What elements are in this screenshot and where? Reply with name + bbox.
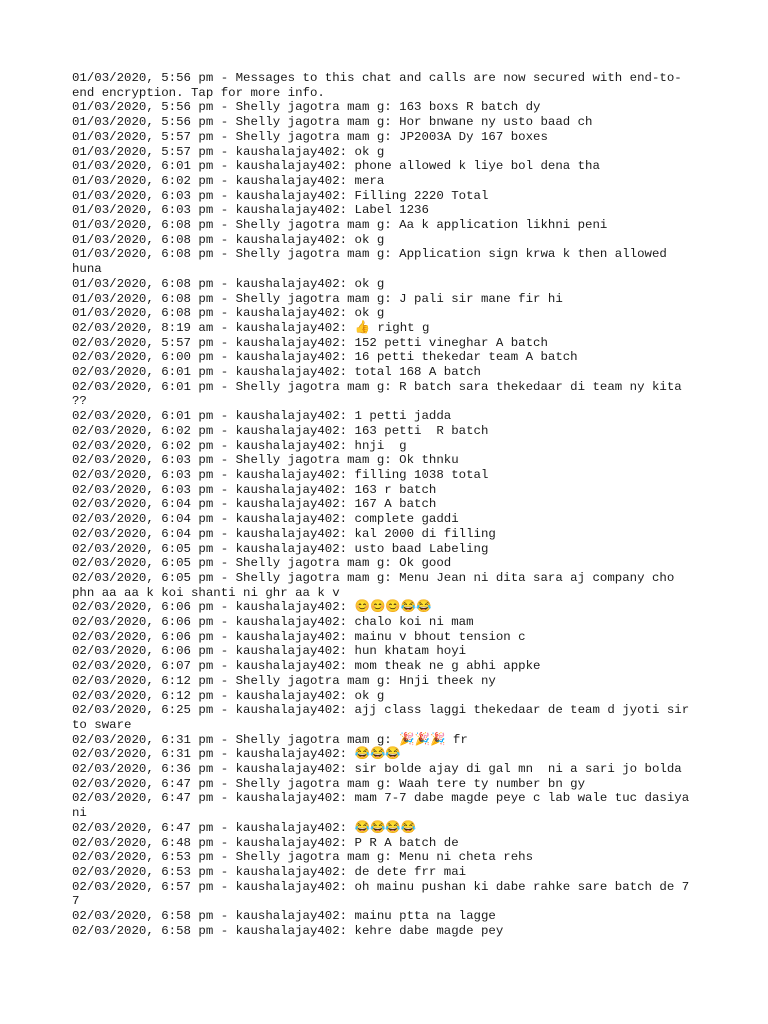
- chat-line: 02/03/2020, 6:05 pm - kaushalajay402: usto baad Labeling: [72, 541, 489, 556]
- chat-line: 01/03/2020, 5:56 pm - Messages to this chat and calls are now secured with end-to-end encryption. Tap for more info.: [72, 71, 682, 100]
- chat-line: 01/03/2020, 6:08 pm - Shelly jagotra mam g: J pali sir mane fir hi: [72, 291, 563, 306]
- chat-line: 02/03/2020, 6:31 pm - kaushalajay402: 😂😂😂: [72, 747, 401, 762]
- chat-line: 02/03/2020, 6:06 pm - kaushalajay402: hun khatam hoyi: [72, 644, 467, 659]
- chat-export-page: [72, 71, 702, 938]
- chat-line: 01/03/2020, 6:08 pm - kaushalajay402: ok g: [72, 232, 385, 247]
- chat-line: 02/03/2020, 6:06 pm - kaushalajay402: chalo koi ni mam: [72, 615, 474, 630]
- chat-line: 02/03/2020, 6:03 pm - kaushalajay402: filling 1038 total: [72, 467, 489, 482]
- chat-line: 02/03/2020, 6:07 pm - kaushalajay402: mom theak ne g abhi appke: [72, 659, 541, 674]
- chat-line: 02/03/2020, 6:05 pm - Shelly jagotra mam g: Menu Jean ni dita sara aj company cho phn aa aa k koi shanti ni ghr aa k v: [72, 570, 682, 600]
- chat-line: 02/03/2020, 6:53 pm - kaushalajay402: de dete frr mai: [72, 864, 467, 879]
- chat-line: 01/03/2020, 6:08 pm - Shelly jagotra mam g: Aa k application likhni peni: [72, 218, 608, 233]
- chat-line: 02/03/2020, 6:02 pm - kaushalajay402: 163 petti R batch: [72, 423, 489, 438]
- chat-line: 01/03/2020, 6:08 pm - kaushalajay402: ok g: [72, 306, 385, 321]
- chat-line: 02/03/2020, 6:58 pm - kaushalajay402: kehre dabe magde pey: [72, 923, 504, 938]
- chat-line: 01/03/2020, 5:56 pm - Shelly jagotra mam g: 163 boxs R batch dy: [72, 100, 541, 115]
- chat-line: 02/03/2020, 6:47 pm - kaushalajay402: mam 7-7 dabe magde peye c lab wale tuc dasiya ni: [72, 791, 697, 821]
- chat-line: 02/03/2020, 6:03 pm - kaushalajay402: 163 r batch: [72, 482, 437, 497]
- chat-line: 02/03/2020, 6:06 pm - kaushalajay402: mainu v bhout tension c: [72, 629, 526, 644]
- chat-log: [72, 71, 702, 938]
- chat-line: 02/03/2020, 6:47 pm - kaushalajay402: 😂😂😂😂: [72, 820, 417, 835]
- chat-line: 02/03/2020, 6:05 pm - Shelly jagotra mam g: Ok good: [72, 556, 452, 571]
- chat-line: 02/03/2020, 6:48 pm - kaushalajay402: P R A batch de: [72, 835, 459, 850]
- chat-line: 01/03/2020, 6:03 pm - kaushalajay402: Filling 2220 Total: [72, 188, 489, 203]
- chat-line: 02/03/2020, 6:12 pm - Shelly jagotra mam g: Hnji theek ny: [72, 673, 496, 688]
- chat-line: 01/03/2020, 6:08 pm - kaushalajay402: ok g: [72, 276, 385, 291]
- chat-line: 02/03/2020, 6:03 pm - Shelly jagotra mam g: Ok thnku: [72, 453, 459, 468]
- chat-line: 01/03/2020, 6:08 pm - Shelly jagotra mam g: Application sign krwa k then allowed huna: [72, 247, 675, 277]
- chat-line: 02/03/2020, 6:01 pm - Shelly jagotra mam g: R batch sara thekedaar di team ny kita ??: [72, 379, 690, 409]
- chat-line: 02/03/2020, 6:53 pm - Shelly jagotra mam g: Menu ni cheta rehs: [72, 850, 534, 865]
- chat-line: 01/03/2020, 6:02 pm - kaushalajay402: mera: [72, 173, 385, 188]
- chat-line: 02/03/2020, 6:58 pm - kaushalajay402: mainu ptta na lagge: [72, 909, 496, 924]
- chat-line: 02/03/2020, 6:36 pm - kaushalajay402: sir bolde ajay di gal mn ni a sari jo bolda: [72, 762, 682, 777]
- chat-line: 01/03/2020, 5:56 pm - Shelly jagotra mam g: Hor bnwane ny usto baad ch: [72, 115, 593, 130]
- chat-line: 02/03/2020, 6:25 pm - kaushalajay402: ajj class laggi thekedaar de team d jyoti sir to sware: [72, 703, 697, 732]
- chat-line: 01/03/2020, 6:03 pm - kaushalajay402: Label 1236: [72, 203, 429, 218]
- chat-line: 01/03/2020, 5:57 pm - kaushalajay402: ok g: [72, 144, 385, 159]
- chat-line: 02/03/2020, 8:19 am - kaushalajay402: 👍 right g: [72, 320, 430, 335]
- chat-line: 02/03/2020, 6:01 pm - kaushalajay402: 1 petti jadda: [72, 409, 452, 424]
- chat-line: 01/03/2020, 6:01 pm - kaushalajay402: phone allowed k liye bol dena tha: [72, 159, 600, 174]
- chat-line: 02/03/2020, 6:31 pm - Shelly jagotra mam g: 🎉🎉🎉 fr: [72, 732, 468, 747]
- chat-line: 02/03/2020, 5:57 pm - kaushalajay402: 152 petti vineghar A batch: [72, 335, 548, 350]
- chat-line: 02/03/2020, 6:00 pm - kaushalajay402: 16 petti thekedar team A batch: [72, 350, 578, 365]
- chat-line: 02/03/2020, 6:02 pm - kaushalajay402: hnji g: [72, 438, 407, 453]
- chat-line: 02/03/2020, 6:01 pm - kaushalajay402: total 168 A batch: [72, 365, 481, 380]
- chat-line: 02/03/2020, 6:04 pm - kaushalajay402: 167 A batch: [72, 497, 437, 512]
- chat-line: 02/03/2020, 6:06 pm - kaushalajay402: 😊😊😊😂😂: [72, 600, 432, 615]
- chat-line: 02/03/2020, 6:12 pm - kaushalajay402: ok g: [72, 688, 385, 703]
- chat-line: 01/03/2020, 5:57 pm - Shelly jagotra mam g: JP2003A Dy 167 boxes: [72, 129, 548, 144]
- chat-line: 02/03/2020, 6:04 pm - kaushalajay402: complete gaddi: [72, 512, 459, 527]
- chat-line: 02/03/2020, 6:47 pm - Shelly jagotra mam g: Waah tere ty number bn gy: [72, 776, 586, 791]
- chat-line: 02/03/2020, 6:04 pm - kaushalajay402: kal 2000 di filling: [72, 526, 496, 541]
- chat-line: 02/03/2020, 6:57 pm - kaushalajay402: oh mainu pushan ki dabe rahke sare batch de 7 7: [72, 879, 697, 909]
